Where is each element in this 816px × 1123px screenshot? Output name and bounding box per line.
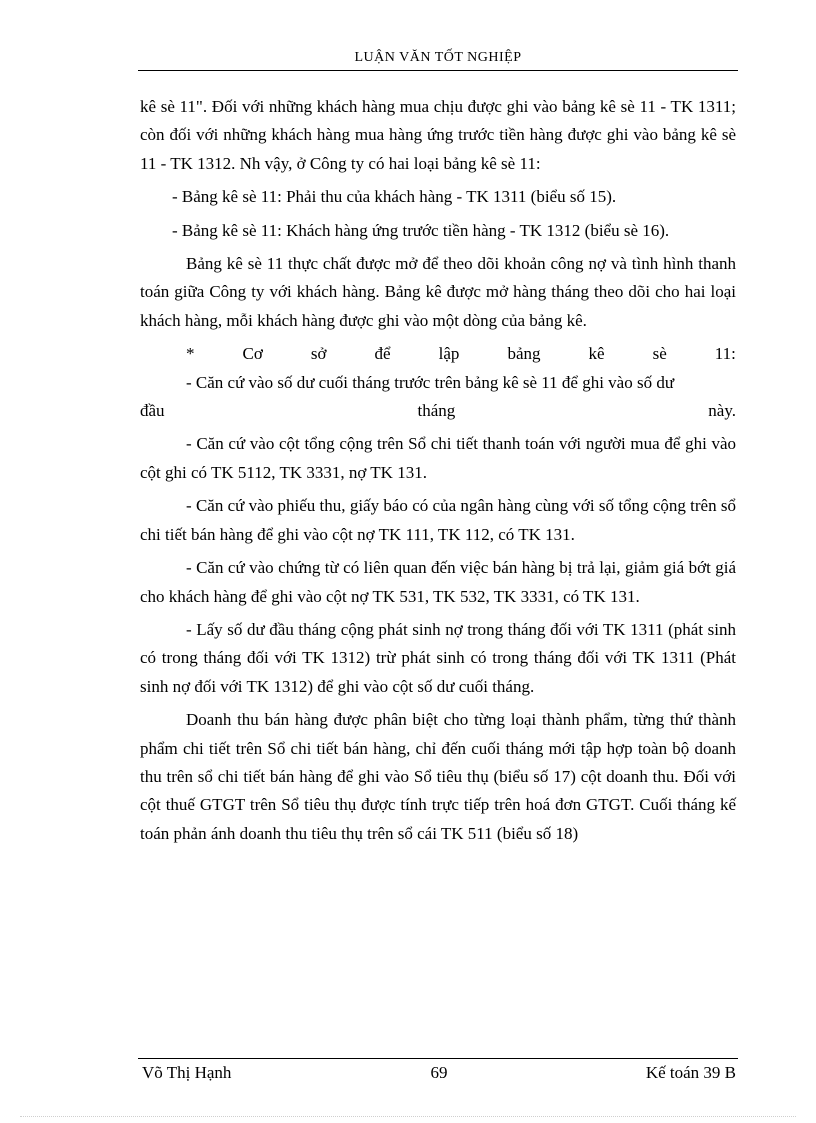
page-footer bbox=[142, 1063, 736, 1083]
basis-item-5: - Lấy số dư đầu tháng cộng phát sinh nợ trong tháng đối với TK 1311 (phát sinh có trong tháng đối với TK 1312) trừ phát sinh có trong tháng đối với TK 1311 (Phát sinh nợ đối với TK 1312) để ghi vào cột số dư cuối tháng. bbox=[140, 619, 736, 696]
bullet-ledger-1311: - Bảng kê sè 11: Phải thu của khách hàng - TK 1311 (biểu số 15). bbox=[172, 187, 617, 207]
basis-heading bbox=[140, 340, 736, 368]
basis-word: kê bbox=[588, 344, 605, 364]
basis-word: lập bbox=[438, 344, 460, 364]
basis-item-2: - Căn cứ vào cột tổng cộng trên Sổ chi tiết thanh toán với người mua để ghi vào cột ghi có TK 5112, TK 3331, nợ TK 131. bbox=[140, 434, 736, 482]
basis-word: * bbox=[186, 344, 195, 364]
page-number: 69 bbox=[430, 1063, 448, 1082]
basis-word: Cơ bbox=[242, 344, 263, 364]
header-title: LUẬN VĂN TỐT NGHIỆP bbox=[354, 50, 522, 65]
basis-word: để bbox=[374, 344, 391, 364]
page-edge-dotted-line bbox=[20, 1116, 796, 1117]
basis-item-1-line1: - Căn cứ vào số dư cuối tháng trước trên bảng kê sè 11 để ghi vào số dư bbox=[186, 372, 675, 392]
basis-item-3: - Căn cứ vào phiếu thu, giấy báo có của ngân hàng cùng với số tổng cộng trên sổ chi tiết bán hàng để ghi vào cột nợ TK 111, TK 112, có TK 131. bbox=[140, 496, 736, 544]
basis-item-4: - Căn cứ vào chứng từ có liên quan đến việc bán hàng bị trả lại, giảm giá bớt giá cho khách hàng để ghi vào cột nợ TK 531, TK 532, TK 3331, có TK 131. bbox=[140, 558, 736, 606]
footer-class: Kế toán 39 B bbox=[645, 1063, 736, 1082]
footer-author: Võ Thị Hạnh bbox=[142, 1063, 232, 1082]
header-rule bbox=[138, 70, 738, 71]
basis-word: tháng bbox=[417, 401, 456, 421]
footer-rule bbox=[138, 1058, 738, 1059]
basis-word: đầu bbox=[140, 401, 165, 421]
basis-word: 11: bbox=[714, 344, 736, 364]
basis-word: bảng bbox=[507, 344, 541, 364]
basis-word: sè bbox=[652, 344, 667, 364]
paragraph-continuation: kê sè 11". Đối với những khách hàng mua chịu được ghi vào bảng kê sè 11 - TK 1311; còn đối với những khách hàng mua hàng ứng trước tiền hàng được ghi vào bảng kê sè 11 - TK 1312. Nh vậy, ở Công ty có hai loại bảng kê sè 11: bbox=[140, 97, 736, 173]
basis-word: sở bbox=[310, 344, 327, 364]
paragraph-ledger-purpose: Bảng kê sè 11 thực chất được mở để theo dõi khoản công nợ và tình hình thanh toán giữa Công ty với khách hàng. Bảng kê được mở hàng tháng theo dõi cho hai loại khách hàng, mỗi khách hàng được ghi vào một dòng của bảng kê. bbox=[140, 254, 736, 330]
bullet-ledger-1312: - Bảng kê sè 11: Khách hàng ứng trước tiền hàng - TK 1312 (biểu sè 16). bbox=[172, 220, 670, 240]
paragraph-revenue: Doanh thu bán hàng được phân biệt cho từng loại thành phẩm, từng thứ thành phẩm chi tiết trên Sổ chi tiết bán hàng, chỉ đến cuối tháng mới tập hợp toàn bộ doanh thu trên sổ chi tiết bán hàng để ghi vào Sổ tiêu thụ (biểu số 17) cột doanh thu. Đối với cột thuế GTGT trên Sổ tiêu thụ được tính trực tiếp trên hoá đơn GTGT. Cuối tháng kế toán phản ánh doanh thu tiêu thụ trên sổ cái TK 511 (biểu số 18) bbox=[140, 710, 736, 843]
basis-item-1-line2 bbox=[140, 397, 736, 425]
basis-word: này. bbox=[708, 401, 736, 421]
document-body bbox=[140, 93, 736, 853]
